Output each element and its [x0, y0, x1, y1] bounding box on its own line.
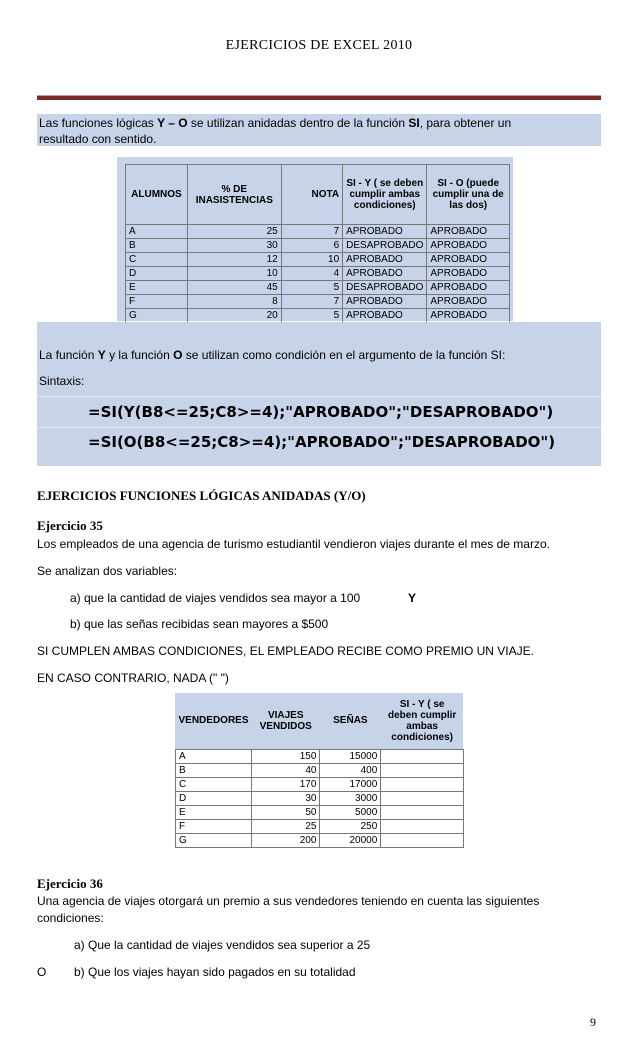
intro-bold: SI — [408, 116, 420, 130]
alumnos-cell: 12 — [187, 253, 281, 267]
alumnos-cell: APROBADO — [343, 253, 427, 267]
intro-part: se utilizan anidadas dentro de la función — [187, 116, 409, 130]
divider — [37, 427, 601, 428]
alumnos-cell: APROBADO — [427, 239, 510, 253]
ej35-condition-b: b) que las señas recibidas sean mayores a $500 — [70, 617, 329, 631]
vendedores-cell: 170 — [252, 777, 320, 791]
vendedores-cell — [381, 819, 464, 833]
col-header-si-y: SI - Y ( se deben cumplir ambas condiciones) — [343, 165, 427, 225]
ej36-line2: condiciones: — [37, 911, 104, 925]
funcion-text — [39, 347, 505, 363]
vendedores-cell — [381, 763, 464, 777]
vendedores-row — [176, 833, 464, 847]
ej35-line2: Se analizan dos variables: — [37, 564, 178, 578]
col-header-nota: NOTA — [281, 165, 342, 225]
col-header-senas: SEÑAS — [333, 715, 368, 727]
ejercicio-36-title: Ejercicio 36 — [37, 876, 103, 891]
vendedores-row — [176, 805, 464, 819]
vendedores-cell: 17000 — [320, 777, 381, 791]
alumnos-cell: APROBADO — [343, 295, 427, 309]
page-number: 9 — [590, 1015, 596, 1029]
alumnos-cell: 10 — [281, 253, 342, 267]
empty-band — [37, 322, 601, 346]
alumnos-cell: 25 — [187, 225, 281, 239]
alumnos-cell: 7 — [281, 225, 342, 239]
section-title: EJERCICIOS FUNCIONES LÓGICAS ANIDADAS (Y/O) — [37, 488, 366, 503]
alumnos-cell: APROBADO — [427, 295, 510, 309]
alumnos-cell: APROBADO — [427, 253, 510, 267]
vendedores-row — [176, 791, 464, 805]
alumnos-cell: 6 — [281, 239, 342, 253]
alumnos-cell: 5 — [281, 309, 342, 323]
vendedores-cell: A — [176, 749, 252, 763]
vendedores-cell: B — [176, 763, 252, 777]
intro-line2: resultado con sentido. — [39, 132, 157, 146]
vendedores-cell: 40 — [252, 763, 320, 777]
funcion-bold: O — [173, 348, 183, 362]
alumnos-cell: 7 — [281, 295, 342, 309]
vendedores-cell: 15000 — [320, 749, 381, 763]
ej35-operator-y: Y — [408, 591, 417, 605]
intro-bold: Y – O — [157, 116, 188, 130]
alumnos-cell: APROBADO — [427, 281, 510, 295]
vendedores-row — [176, 749, 464, 763]
alumnos-cell: 5 — [281, 281, 342, 295]
col-header-si-y: SI - Y ( se deben cumplir ambas condiciones) — [387, 698, 457, 743]
col-header-inasistencias: % DE INASISTENCIAS — [187, 165, 281, 225]
alumnos-row — [126, 295, 510, 309]
ej35-condition-a: a) que la cantidad de viajes vendidos sea mayor a 100 — [70, 591, 361, 605]
alumnos-row — [126, 253, 510, 267]
alumnos-table — [125, 164, 510, 323]
vendedores-cell: 200 — [252, 833, 320, 847]
alumnos-cell: F — [126, 295, 188, 309]
ej36-operator-o: O — [37, 965, 47, 979]
ej35-consequence-1: SI CUMPLEN AMBAS CONDICIONES, EL EMPLEADO RECIBE COMO PREMIO UN VIAJE. — [37, 644, 534, 658]
vendedores-cell: 250 — [320, 819, 381, 833]
intro-part: Las funciones lógicas — [39, 116, 158, 130]
vendedores-row — [176, 763, 464, 777]
alumnos-cell: DESAPROBADO — [343, 281, 427, 295]
alumnos-cell: 30 — [187, 239, 281, 253]
vendedores-cell: C — [176, 777, 252, 791]
page-header: EJERCICIOS DE EXCEL 2010 — [225, 38, 413, 53]
alumnos-cell: 10 — [187, 267, 281, 281]
alumnos-cell: B — [126, 239, 188, 253]
vendedores-cell: 5000 — [320, 805, 381, 819]
alumnos-cell: DESAPROBADO — [343, 239, 427, 253]
ej36-condition-a: a) Que la cantidad de viajes vendidos sea superior a 25 — [74, 938, 371, 952]
alumnos-cell: A — [126, 225, 188, 239]
alumnos-cell: 45 — [187, 281, 281, 295]
alumnos-cell: APROBADO — [427, 267, 510, 281]
alumnos-cell: E — [126, 281, 188, 295]
alumnos-cell: APROBADO — [343, 309, 427, 323]
vendedores-cell: D — [176, 791, 252, 805]
vendedores-cell — [381, 777, 464, 791]
vendedores-cell — [381, 791, 464, 805]
formula-o: =SI(O(B8<=25;C8>=4);"APROBADO";"DESAPROBADO") — [88, 433, 556, 451]
vendedores-cell: 150 — [252, 749, 320, 763]
funcion-part: La función — [39, 348, 98, 362]
vendedores-cell — [381, 749, 464, 763]
col-header-si-o: SI - O (puede cumplir una de las dos) — [427, 165, 510, 225]
alumnos-row — [126, 267, 510, 281]
alumnos-cell: G — [126, 309, 188, 323]
vendedores-cell — [381, 805, 464, 819]
alumnos-cell: APROBADO — [427, 309, 510, 323]
alumnos-cell: C — [126, 253, 188, 267]
alumnos-cell: APROBADO — [427, 225, 510, 239]
alumnos-row — [126, 239, 510, 253]
alumnos-row — [126, 309, 510, 323]
divider — [37, 396, 601, 397]
funcion-bold: Y — [97, 348, 106, 362]
alumnos-row — [126, 281, 510, 295]
vendedores-row — [176, 777, 464, 791]
intro-text — [39, 115, 599, 147]
header-rule — [37, 95, 601, 100]
vendedores-cell: G — [176, 833, 252, 847]
ej36-line1: Una agencia de viajes otorgará un premio a sus vendedores teniendo en cuenta las siguientes — [37, 894, 540, 908]
vendedores-cell: 50 — [252, 805, 320, 819]
funcion-part: y la función — [105, 348, 174, 362]
alumnos-cell: 8 — [187, 295, 281, 309]
formula-y: =SI(Y(B8<=25;C8>=4);"APROBADO";"DESAPROBADO") — [88, 403, 554, 421]
alumnos-cell: D — [126, 267, 188, 281]
ej36-condition-b: b) Que los viajes hayan sido pagados en su totalidad — [74, 965, 356, 979]
intro-part: , para obtener un — [419, 116, 512, 130]
alumnos-cell: APROBADO — [343, 267, 427, 281]
funcion-part: se utilizan como condición en el argumento de la función SI: — [182, 348, 506, 362]
vendedores-cell: 400 — [320, 763, 381, 777]
sintaxis-label: Sintaxis: — [39, 374, 85, 388]
vendedores-row — [176, 819, 464, 833]
ejercicio-35-title: Ejercicio 35 — [37, 518, 103, 533]
vendedores-cell: 3000 — [320, 791, 381, 805]
vendedores-cell: E — [176, 805, 252, 819]
vendedores-cell: 20000 — [320, 833, 381, 847]
col-header-alumnos: ALUMNOS — [126, 165, 188, 225]
alumnos-cell: 20 — [187, 309, 281, 323]
vendedores-cell: 30 — [252, 791, 320, 805]
vendedores-cell — [381, 833, 464, 847]
alumnos-cell: APROBADO — [343, 225, 427, 239]
alumnos-cell: 4 — [281, 267, 342, 281]
vendedores-cell: 25 — [252, 819, 320, 833]
vendedores-cell: F — [176, 819, 252, 833]
vendedores-table — [175, 693, 464, 848]
col-header-viajes: VIAJES VENDIDOS — [259, 709, 312, 732]
ej35-line1: Los empleados de una agencia de turismo estudiantil vendieron viajes durante el mes de marzo. — [37, 537, 550, 551]
col-header-vendedores: VENDEDORES — [178, 715, 249, 727]
alumnos-row — [126, 225, 510, 239]
ej35-consequence-2: EN CASO CONTRARIO, NADA (" ") — [37, 671, 229, 685]
